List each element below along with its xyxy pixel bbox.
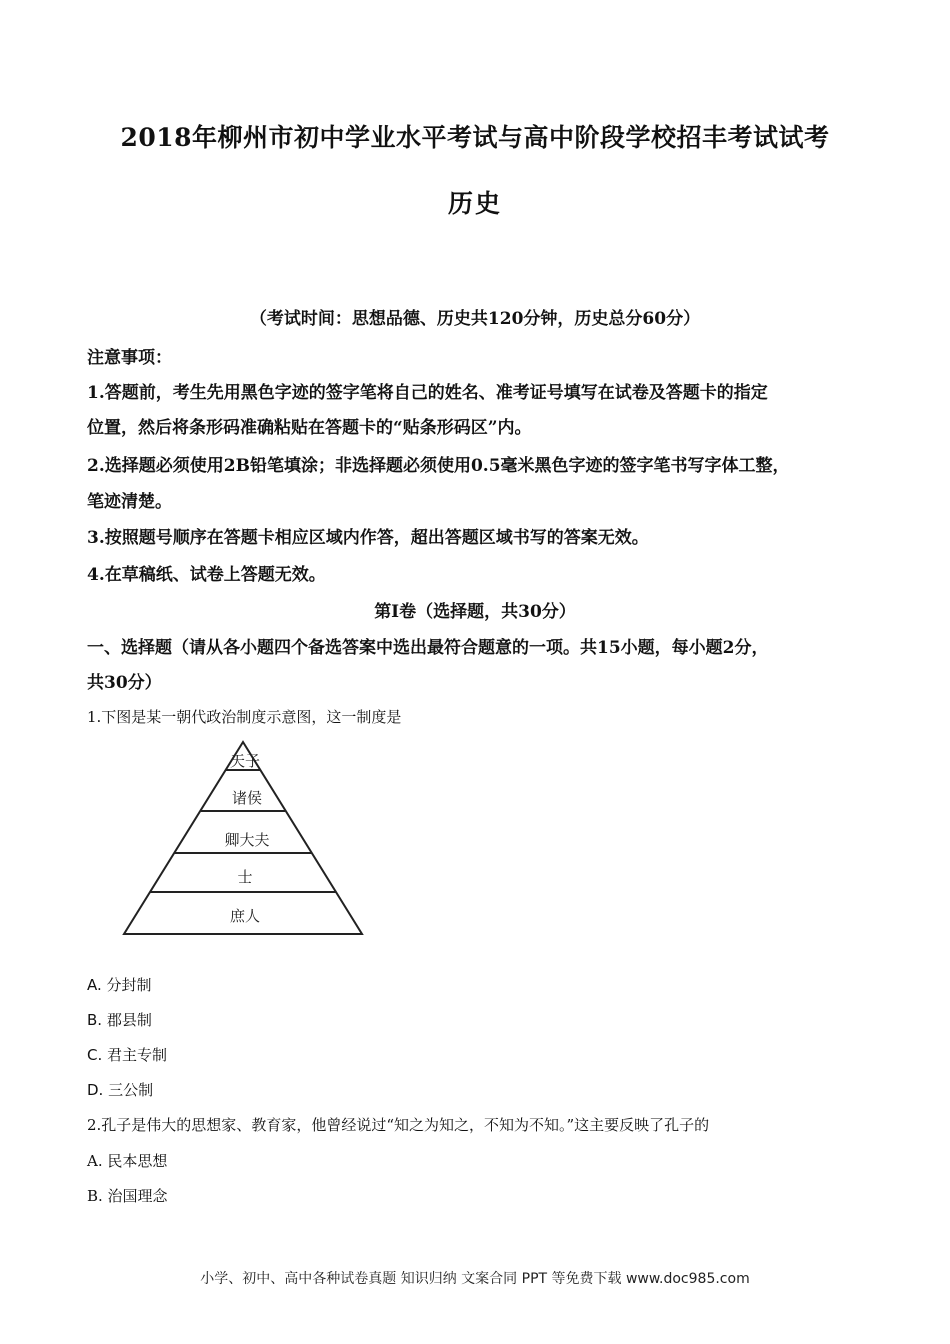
notice-line: 2.选择题必须使用2B铅笔填涂；非选择题必须使用0.5毫米黑色字迹的签字笔书写字体工整， <box>87 456 790 476</box>
notice-line: 4.在草稿纸、试卷上答题无效。 <box>87 565 326 585</box>
question-2-option: A. 民本思想 <box>87 1152 168 1170</box>
notice-line: 位置，然后将条形码准确粘贴在答题卡的“贴条形码区”内。 <box>87 418 532 438</box>
pyramid-level-label: 诸侯 <box>231 789 263 807</box>
section-title: 第Ⅰ卷（选择题，共30分） <box>374 602 576 622</box>
pyramid-level-label: 卿大夫 <box>224 831 270 849</box>
notice-line: 笔迹清楚。 <box>87 492 172 512</box>
footer-watermark-text: 小学、初中、高中各种试卷真题 知识归纳 文案合同 PPT 等免费下载 www.doc985.com <box>200 1271 750 1287</box>
section-instruction: 一、选择题（请从各小题四个备选答案中选出最符合题意的一项。共15小题，每小题2分， <box>87 638 769 658</box>
hierarchy-pyramid-diagram <box>118 740 368 940</box>
question-1-option: A. 分封制 <box>87 976 152 994</box>
question-1-stem: 1.下图是某一朝代政治制度示意图，这一制度是 <box>87 708 402 726</box>
section-instruction: 共30分） <box>87 673 162 693</box>
question-1-option: C. 君主专制 <box>87 1046 168 1064</box>
question-1-option: B. 郡县制 <box>87 1011 152 1029</box>
question-2-stem: 2.孔子是伟大的思想家、教育家，他曾经说过“知之为知之，不知为不知。”这主要反映了孔子的 <box>87 1116 710 1134</box>
pyramid-level-label: 士 <box>237 868 253 886</box>
question-2-option: B. 治国理念 <box>87 1187 168 1205</box>
subject-title: 历史 <box>447 189 502 218</box>
notice-line: 3.按照题号顺序在答题卡相应区域内作答，超出答题区域书写的答案无效。 <box>87 528 649 548</box>
notice-heading: 注意事项： <box>87 348 172 368</box>
pyramid-level-label: 庶人 <box>229 907 261 925</box>
exam-info: （考试时间：思想品德、历史共120分钟，历史总分60分） <box>249 309 701 329</box>
question-1-option: D. 三公制 <box>87 1081 154 1099</box>
pyramid-level-label: 天子 <box>229 752 261 770</box>
notice-line: 1.答题前，考生先用黑色字迹的签字笔将自己的姓名、准考证号填写在试卷及答题卡的指定 <box>87 383 768 403</box>
exam-title: 2018年柳州市初中学业水平考试与高中阶段学校招丰考试试考 <box>120 123 830 152</box>
